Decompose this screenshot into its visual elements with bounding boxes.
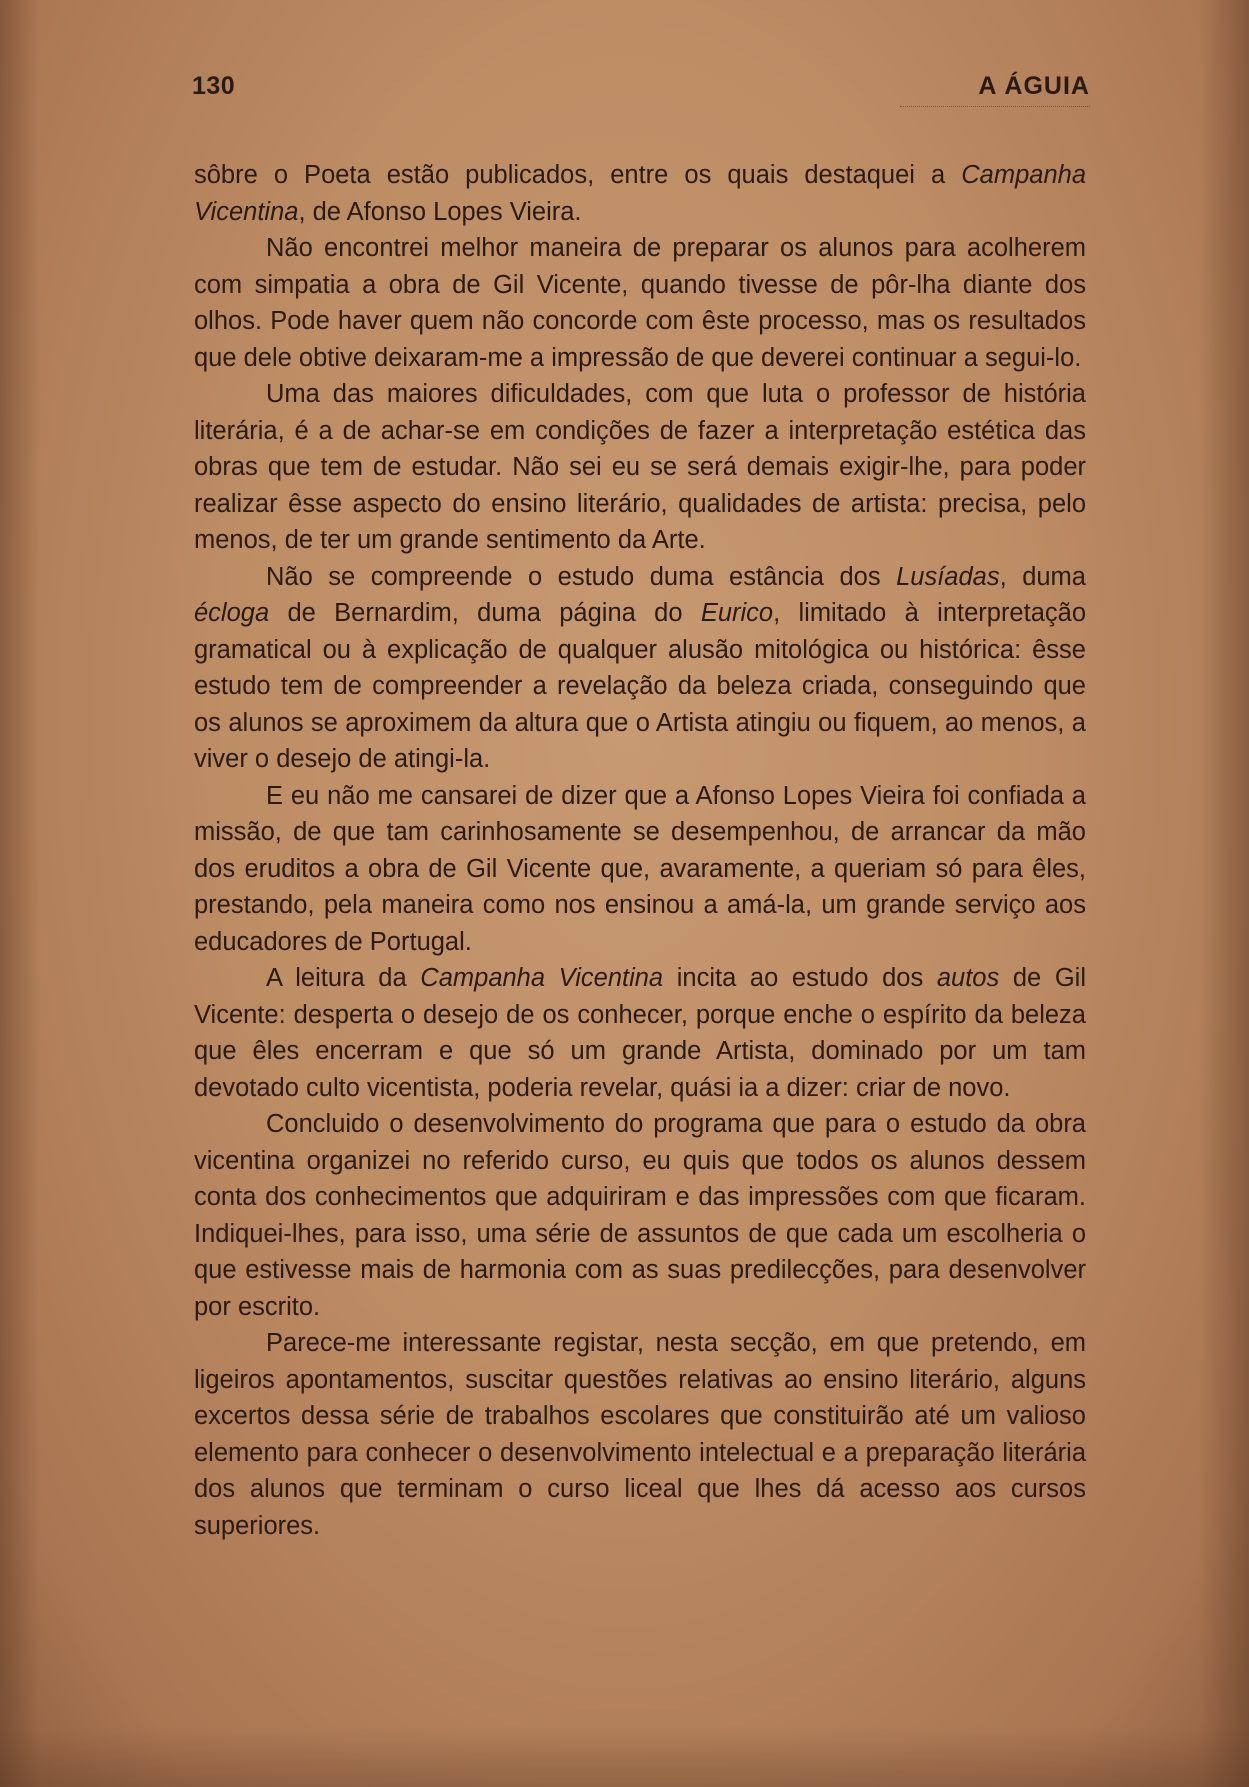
- paragraph-p6: [194, 960, 1086, 1106]
- paragraph-p4: [194, 559, 1086, 778]
- page-edge-shadow-right: [1199, 0, 1249, 1787]
- text-run: Concluido o desenvolvimento do programa que para o estudo da obra vicentina organizei no referido curso, eu quis que todos os alunos dessem conta dos conhecimentos que adquiriram e das impressões com que ficaram. Indiquei-lhes, para isso, uma série de assuntos de que cada um escolheria o que estivesse mais de harmonia com as suas predilecções, para desenvolver por escrito.: [194, 1110, 1086, 1321]
- text-run: Não encontrei melhor maneira de preparar os alunos para acolherem com simpatia a obra de Gil Vicente, quando tivesse de pôr-lha diante dos olhos. Pode haver quem não concorde com êste processo, mas os resultados que dele obtive deixaram-me a impressão de que deverei continuar a segui-lo.: [194, 234, 1086, 372]
- italic-title: autos: [936, 964, 1000, 992]
- text-run: , limitado à interpretação gramatical ou à explicação de qualquer alusão mitológica ou histórica: êsse estudo tem de compreender a revelação da beleza criada, conseguindo que os alunos se aproximem da altura que o Artista atingiu ou fiquem, ao menos, a viver o desejo de atingi-la.: [194, 599, 1086, 773]
- italic-title: Campanha Vicentina: [420, 964, 664, 992]
- paragraph-p5: [194, 778, 1086, 961]
- paragraph-p2: [194, 230, 1086, 376]
- text-run: , duma: [999, 562, 1086, 591]
- text-run: de Gil Vicente: desperta o desejo de os conhecer, porque enche o espírito da beleza que êles encerram e que só um grande Artista, dominado por um tam devotado culto vicentista, poderia revelar, quási ia a dizer: criar de novo.: [194, 964, 1086, 1102]
- italic-title: Eurico: [700, 599, 774, 627]
- text-run: de Bernardim, duma página do: [269, 599, 701, 627]
- text-run: E eu não me cansarei de dizer que a Afonso Lopes Vieira foi confiada a missão, de que tam carinhosamente se desempenhou, de arrancar da mão dos eruditos a obra de Gil Vicente que, avaramente, a queriam só para êles, prestando, pela maneira como nos ensinou a amá-la, um grande serviço aos educadores de Portugal.: [194, 781, 1086, 956]
- text-run: Parece-me interessante registar, nesta secção, em que pretendo, em ligeiros apontamentos, suscitar questões relativas ao ensino literário, alguns excertos dessa série de trabalhos escolares que constituirão até um valioso elemento para conhecer o desenvolvimento intelectual e a preparação literária dos alunos que terminam o curso liceal que lhes dá acesso aos cursos superiores.: [194, 1329, 1086, 1540]
- text-run: sôbre o Poeta estão publicados, entre os quais destaquei a: [194, 161, 962, 189]
- text-run: incita ao estudo dos: [663, 964, 937, 992]
- journal-title: A ÁGUIA: [978, 72, 1090, 100]
- text-run: Não se compreende o estudo duma estância dos: [266, 562, 897, 591]
- paragraph-p1: [194, 157, 1086, 230]
- italic-title: écloga: [194, 599, 270, 627]
- page-edge-shadow-left: [0, 0, 40, 1787]
- running-head: [192, 72, 1090, 106]
- page-number: 130: [192, 72, 236, 100]
- text-run: Uma das maiores dificuldades, com que luta o professor de história literária, é a de achar-se em condições de fazer a interpretação estética das obras que tem de estudar. Não sei eu se será demais exigir-lhe, para poder realizar êsse aspecto do ensino literário, qualidades de artista: precisa, pelo menos, de ter um grande sentimento da Arte.: [194, 380, 1086, 554]
- paragraph-p8: [194, 1325, 1086, 1544]
- text-run: A leitura da: [266, 964, 421, 992]
- italic-title: Lusíadas: [896, 562, 1000, 591]
- paragraph-p3: [194, 376, 1086, 559]
- body-text: [194, 157, 1086, 1544]
- page-edge-shadow-bottom: [0, 1727, 1249, 1787]
- text-run: , de Afonso Lopes Vieira.: [298, 197, 582, 226]
- header-rule: [900, 106, 1090, 107]
- italic-title: Campanha Vicentina: [194, 161, 1086, 226]
- paragraph-p7: [194, 1106, 1086, 1325]
